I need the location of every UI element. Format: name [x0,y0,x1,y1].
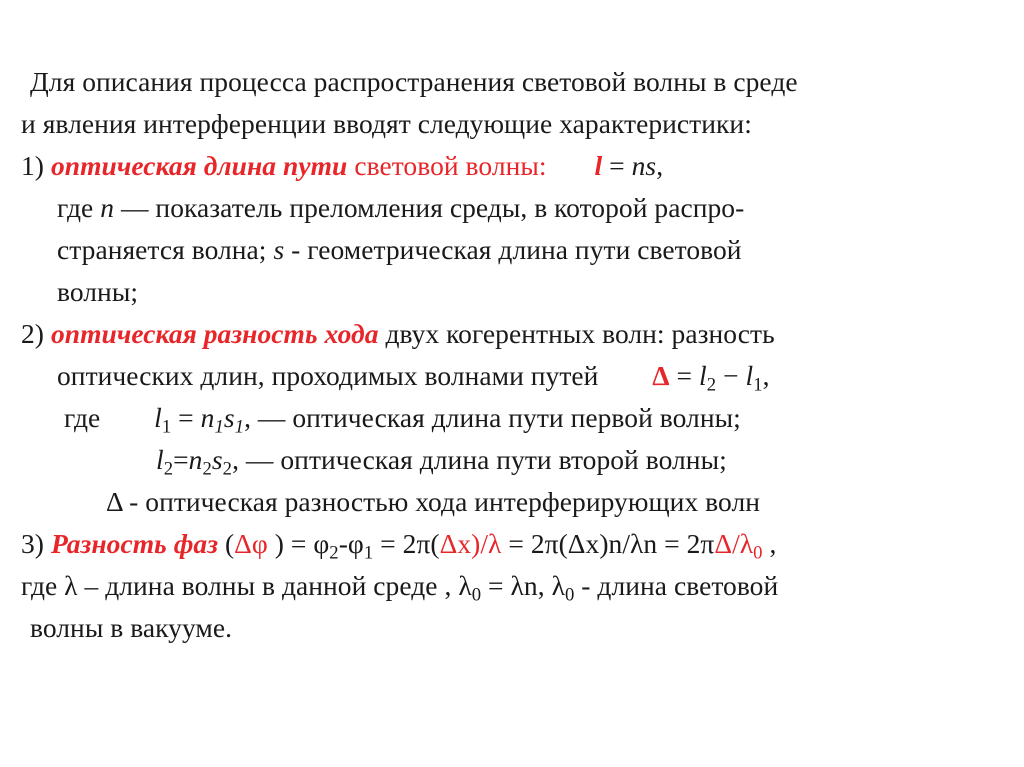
item-2-line-1 [21,318,775,350]
text: = 2π( [373,528,440,559]
text: ) = φ [267,528,330,559]
text: - геометрическая длина пути световой [291,234,742,265]
subscript: 1 [753,374,763,396]
text: = λn, λ [481,570,565,601]
item-2-line-2 [57,360,770,396]
var-l: l [154,402,162,433]
subscript: 0 [471,584,482,606]
subscript: 2 [222,458,233,480]
item-1-rest: световой волны: [354,150,547,181]
text: , — оптическая длина пути второй волны; [232,444,727,475]
formula-comma: , [656,150,664,181]
subscript: 1 [363,542,374,564]
var-n: n [200,402,215,433]
delta-phi: Δφ [234,528,268,559]
subscript: 0 [753,542,763,564]
var-s: s [211,444,223,475]
var-n: n [100,192,115,223]
item-number: 2) [21,318,45,349]
item-3-line-2 [21,570,779,606]
item-3-line-3: волны в вакууме. [30,612,233,643]
term-optical-path-length: оптическая длина пути [50,150,348,181]
var-l: l [699,360,707,391]
var-s: s [223,402,235,433]
item-3-line-1 [21,528,777,564]
subscript: 1 [161,416,172,438]
intro-line-1: Для описания процесса распространения световой волны в среде [30,66,798,97]
item-2-line-4 [156,444,727,480]
var-l: l [156,444,164,475]
item-number: 3) [21,528,45,559]
text: страняется волна; [57,234,267,265]
delta-x-over-lambda: Δx)/λ [439,528,502,559]
formula-s: s [645,150,657,181]
formula-n: n [631,150,646,181]
item-1-line-1 [21,150,663,182]
text: , [762,528,777,559]
text: оптических длин, проходимых волнами путей [57,360,599,391]
text: двух когерентных волн: разность [385,318,775,349]
subscript: 1 [214,416,224,438]
text: - длина световой [574,570,779,601]
item-1-line-2 [57,192,744,224]
text: ( [224,528,235,559]
var-n: n [188,444,203,475]
subscript: 0 [564,584,575,606]
item-2-line-5: Δ - оптическая разностью хода интерферирующих волн [106,486,760,517]
term-phase-difference: Разность фаз [50,528,219,559]
subscript: 2 [706,374,717,396]
text: = 2π(Δx)n/λn = 2π [501,528,715,559]
intro-line-2: и явления интерференции вводят следующие характеристики: [21,108,752,139]
text: где [57,192,94,223]
text: = [171,402,201,433]
subscript: 1 [234,416,245,438]
delta-symbol: Δ [652,360,670,391]
text: , [762,360,770,391]
text: где λ – длина волны в данной среде , λ [21,570,472,601]
text: — показатель преломления среды, в которой распро- [120,192,745,223]
text: = [669,360,700,391]
term-optical-path-difference: оптическая разность хода [50,318,379,349]
text: -φ [338,528,364,559]
item-2-line-3 [64,402,741,438]
var-l: l [745,360,754,391]
var-s: s [273,234,285,265]
item-1-line-4: волны; [57,276,139,307]
subscript: 2 [163,458,174,480]
text: где [64,402,101,433]
subscript: 2 [202,458,212,480]
subscript: 2 [329,542,339,564]
text: , — оптическая длина пути первой волны; [244,402,741,433]
item-number: 1) [21,150,45,181]
item-1-line-3 [57,234,742,266]
formula-eq: = [602,150,632,181]
delta-over-lambda: Δ/λ [714,528,754,559]
text: = [173,444,189,475]
text: − [716,360,746,391]
formula-l: l [594,150,603,181]
